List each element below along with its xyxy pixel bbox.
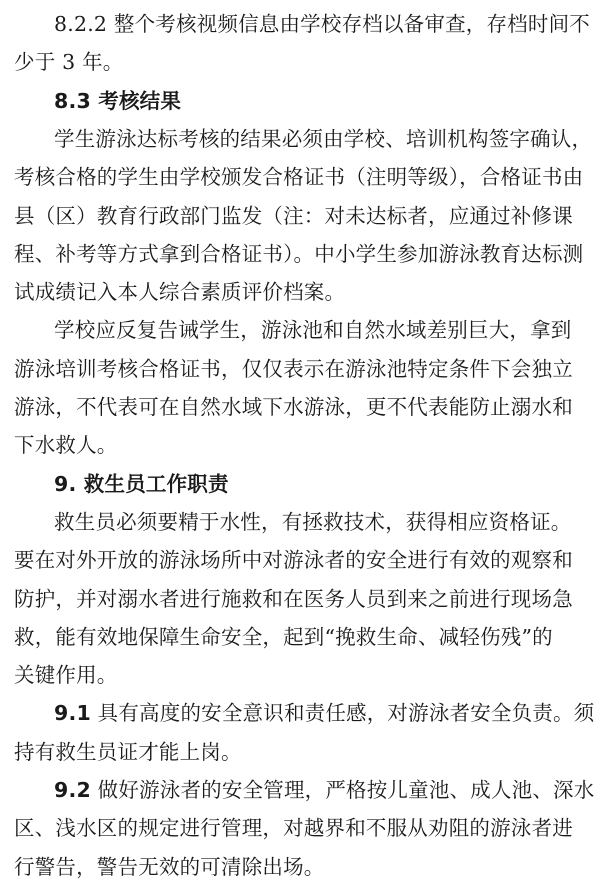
section-91-text: 具有高度的安全意识和责任感，对游泳者安全负责。须 — [90, 701, 595, 725]
section-83-p1-line-2: 考核合格的学生由学校颁发合格证书（注明等级），合格证书由 — [14, 165, 584, 189]
section-92-line-1 — [54, 776, 595, 804]
section-83-p2-line-3: 游泳，不代表可在自然水域下水游泳，更不代表能防止溺水和 — [14, 395, 573, 419]
section-9-p1-line-1: 救生员必须要精于水性，有拯救技术，获得相应资格证。 — [54, 510, 572, 534]
section-9-p1-line-5: 关键作用。 — [14, 663, 118, 687]
section-9-p1-line-3: 防护，并对溺水者进行施救和在医务人员到来之前进行现场急 — [14, 587, 573, 611]
section-91-line-2: 持有救生员证才能上岗。 — [14, 740, 242, 764]
section-83-p2-line-1: 学校应反复告诫学生，游泳池和自然水域差别巨大，拿到 — [54, 318, 572, 342]
section-83-p1-line-3: 县（区）教育行政部门监发（注：对未达标者，应通过补修课 — [14, 204, 573, 228]
section-83-p1-line-5: 试成绩记入本人综合素质评价档案。 — [14, 280, 346, 304]
section-9-p1-line-2: 要在对外开放的游泳场所中对游泳者的安全进行有效的观察和 — [14, 548, 573, 572]
section-91-number: 9.1 — [54, 701, 91, 725]
section-822-line-2: 少于 3 年。 — [14, 50, 124, 74]
section-91-line-1 — [54, 699, 595, 727]
section-9-p1-line-4: 救，能有效地保障生命安全，起到“挽救生命、减轻伤残”的 — [14, 625, 553, 649]
section-83-heading: 8.3 考核结果 — [54, 89, 182, 113]
section-92-text: 做好游泳者的安全管理，严格按儿童池、成人池、深水 — [90, 778, 595, 802]
section-92-number: 9.2 — [54, 778, 91, 802]
section-822-line-1: 8.2.2 整个考核视频信息由学校存档以备审查，存档时间不 — [54, 12, 590, 36]
section-83-p1-line-4: 程、补考等方式拿到合格证书）。中小学生参加游泳教育达标测 — [14, 242, 584, 266]
section-83-p1-line-1: 学生游泳达标考核的结果必须由学校、培训机构签字确认， — [54, 127, 593, 151]
section-92-line-3: 行警告，警告无效的可清除出场。 — [14, 855, 325, 879]
section-92-line-2: 区、浅水区的规定进行管理，对越界和不服从劝阻的游泳者进 — [14, 816, 573, 840]
section-83-p2-line-2: 游泳培训考核合格证书，仅仅表示在游泳池特定条件下会独立 — [14, 357, 573, 381]
section-9-heading: 9. 救生员工作职责 — [54, 472, 229, 496]
section-83-p2-line-4: 下水救人。 — [14, 433, 118, 457]
